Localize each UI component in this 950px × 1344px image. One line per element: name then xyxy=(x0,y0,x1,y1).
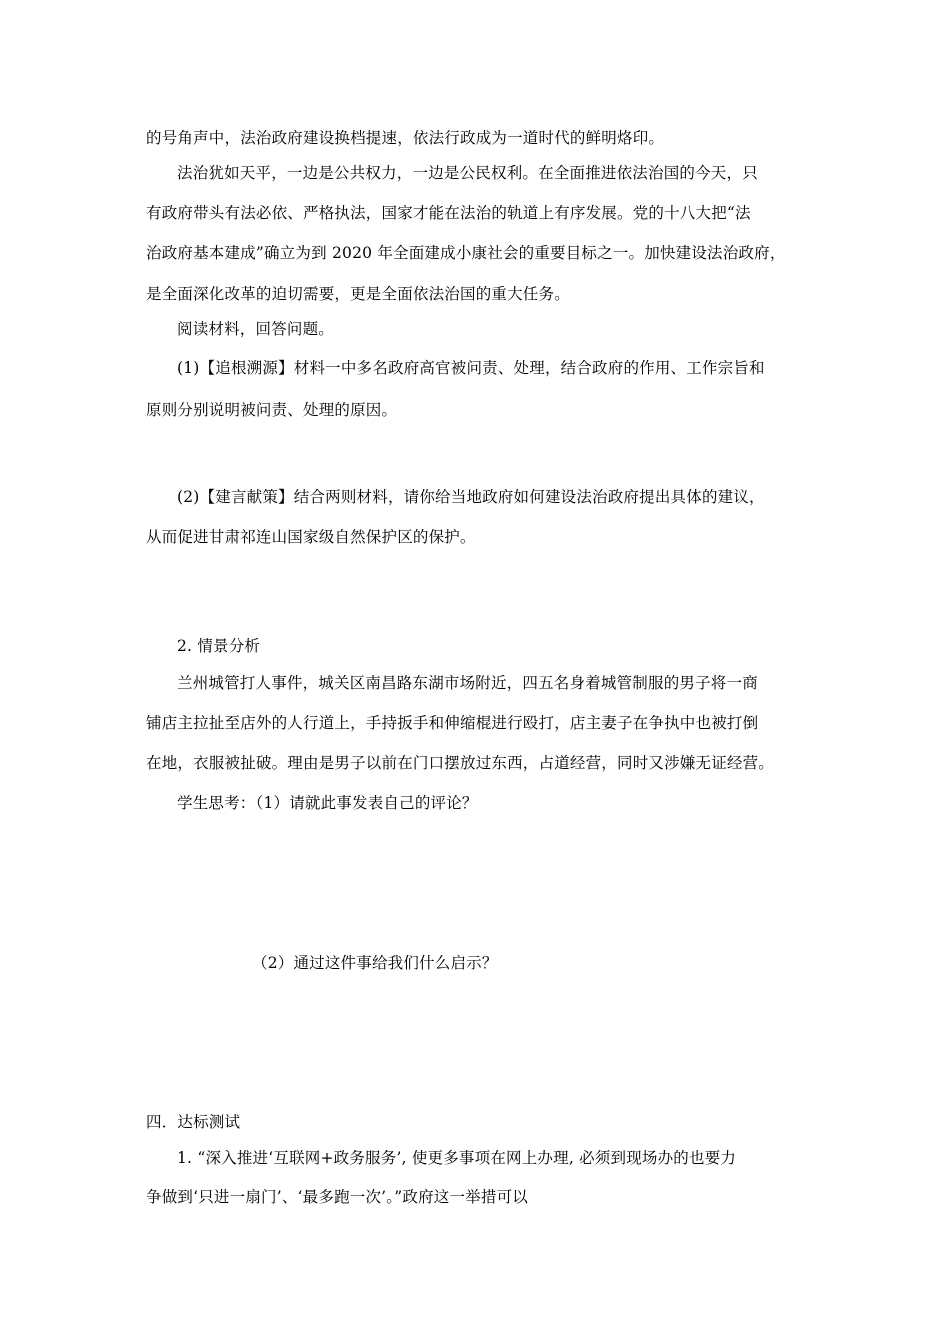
paragraph-line: 法治犹如天平，一边是公共权力，一边是公民权利。在全面推进依法治国的今天，只 xyxy=(177,164,758,182)
test-question-line: 1. “深入推进‘互联网+政务服务’, 使更多事项在网上办理, 必须到现场办的也要力 xyxy=(177,1149,737,1167)
paragraph-line: 治政府基本建成”确立为到 2020 年全面建成小康社会的重要目标之一。加快建设法治政府， xyxy=(146,244,786,262)
scenario-line: 兰州城管打人事件，城关区南昌路东湖市场附近，四五名身着城管制服的男子将一商 xyxy=(177,674,758,692)
question-1-line: 原则分别说明被问责、处理的原因。 xyxy=(146,401,398,419)
paragraph-line: 的号角声中，法治政府建设换档提速，依法行政成为一道时代的鲜明烙印。 xyxy=(146,129,665,147)
question-2-line: (2)【建言献策】结合两则材料，请你给当地政府如何建设法治政府提出具体的建议， xyxy=(177,488,765,506)
scenario-line: 铺店主拉扯至店外的人行道上，手持扳手和伸缩棍进行殴打，店主妻子在争执中也被打倒 xyxy=(146,714,759,732)
paragraph-line: 是全面深化改革的迫切需要，更是全面依法治国的重大任务。 xyxy=(146,285,570,303)
question-2-line: 从而促进甘肃祁连山国家级自然保护区的保护。 xyxy=(146,528,476,546)
scenario-line: 在地，衣服被扯破。理由是男子以前在门口摆放过东西，占道经营，同时又涉嫌无证经营。 xyxy=(146,754,775,772)
question-1-line: (1)【追根溯源】材料一中多名政府高官被问责、处理，结合政府的作用、工作宗旨和 xyxy=(177,359,765,377)
test-question-line: 争做到‘只进一扇门’、‘最多跑一次’。”政府这一举措可以 xyxy=(146,1188,528,1206)
section-heading: 2. 情景分析 xyxy=(177,637,261,655)
section-heading: 四．达标测试 xyxy=(146,1113,241,1131)
student-thinking-line: 学生思考：（1）请就此事发表自己的评论？ xyxy=(177,794,478,812)
instruction-line: 阅读材料，回答问题。 xyxy=(177,320,335,338)
paragraph-line: 有政府带头有法必依、严格执法，国家才能在法治的轨道上有序发展。党的十八大把“法 xyxy=(146,204,751,222)
student-thinking-line: （2）通过这件事给我们什么启示？ xyxy=(252,954,498,972)
